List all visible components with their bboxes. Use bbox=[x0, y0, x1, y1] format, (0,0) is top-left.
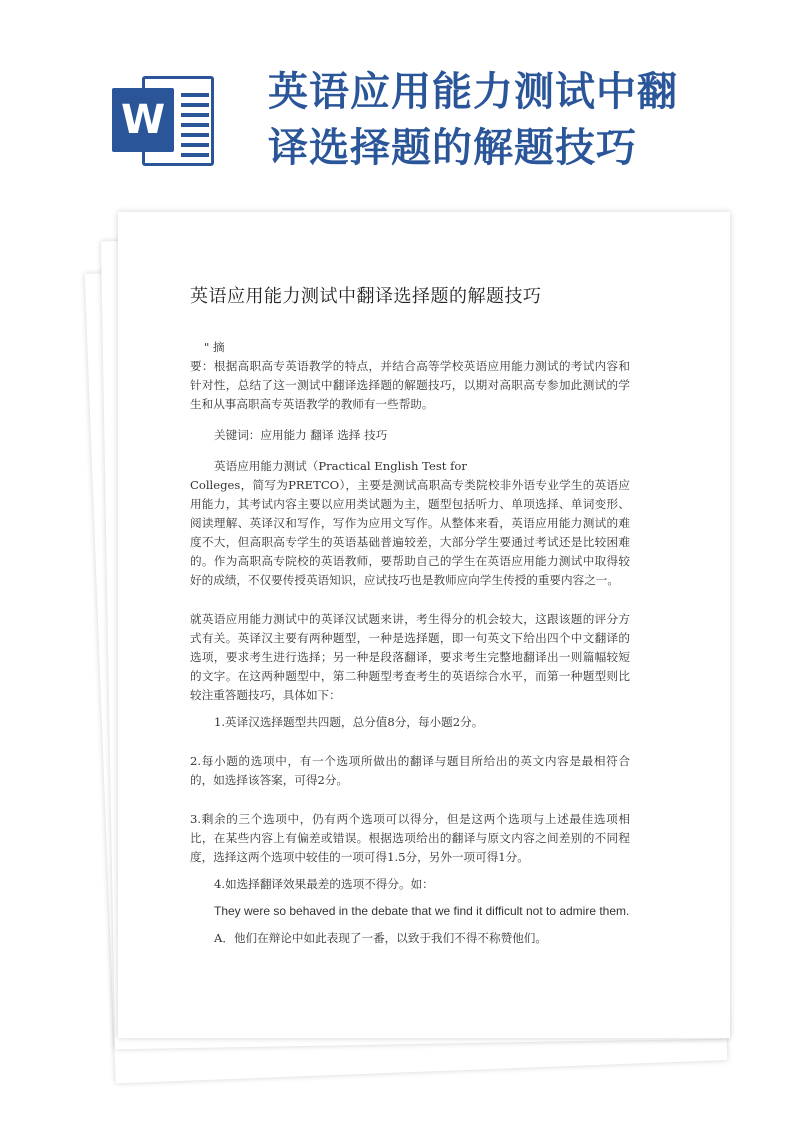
keywords: 关键词：应用能力 翻译 选择 技巧 bbox=[214, 428, 388, 442]
example-sentence-text: They were so behaved in the debate that we find it difficult not to admire them. bbox=[214, 904, 630, 918]
list-item-1: 1.英译汉选择题型共四题，总分值8分，每小题2分。 bbox=[214, 715, 484, 729]
document-title: 英语应用能力测试中翻译选择题的解题技巧 bbox=[190, 286, 542, 307]
word-letter-badge: W bbox=[112, 88, 174, 152]
banner-title-line1: 英语应用能力测试中翻 bbox=[268, 68, 678, 115]
header-banner bbox=[0, 0, 800, 200]
banner-title bbox=[268, 64, 788, 176]
example-sentence bbox=[190, 902, 630, 921]
intro-rest: Colleges，简写为PRETCO），主要是测试高职高专类院校非外语专业学生的英语应用能力，其考试内容主要以应用类试题为主，题型包括听力、单项选择、单词变形、阅读理解、英译汉和写作，写作为应用文写作。从整体来看，英语应用能力测试的难度不大，但高职高专学生的英语基础普遍较差，大部分学生要通过考试还是比较困难的。作为高职高专院校的英语教师，要帮助自己的学生在英语应用能力测试中取得较好的成绩，不仅要传授英语知识，应试技巧也是教师应向学生传授的重要内容之一。 bbox=[190, 478, 630, 587]
paragraph-2: 就英语应用能力测试中的英译汉试题来讲，考生得分的机会较大，这跟该题的评分方式有关。英译汉主要有两种题型，一种是选择题，即一句英文下给出四个中文翻译的选项，要求考生进行选择；另一种是段落翻译，要求考生完整地翻译出一则篇幅较短的文字。在这两种题型中，第二种题型考查考生的英语综合水平，而第一种题型则比较注重答题技巧，具体如下： bbox=[190, 612, 630, 702]
list-item-3: 3.剩余的三个选项中，仍有两个选项可以得分，但是这两个选项与上述最佳选项相比，在某些内容上有偏差或错误。根据选项给出的翻译与原文内容之间差别的不同程度，选择这两个选项中较佳的一项可得1.5分，另外一项可得1分。 bbox=[190, 812, 630, 864]
intro-line1: 英语应用能力测试（Practical English Test for bbox=[214, 459, 467, 473]
word-document-icon bbox=[112, 76, 216, 166]
abstract bbox=[190, 338, 630, 414]
abstract-body: 要：根据高职高专英语教学的特点，并结合高等学校英语应用能力测试的考试内容和针对性，总结了这一测试中翻译选择题的解题技巧，以期对高职高专参加此测试的学生和从事高职高专英语教学的教师有一些帮助。 bbox=[190, 359, 630, 411]
banner-title-line2: 译选择题的解题技巧 bbox=[268, 124, 637, 171]
abstract-head: " 摘 bbox=[204, 340, 225, 354]
list-item-2: 2.每小题的选项中，有一个选项所做出的翻译与题目所给出的英文内容是最相符合的，如选择该答案，可得2分。 bbox=[190, 754, 630, 787]
intro-paragraph bbox=[190, 457, 630, 590]
list-item-4: 4.如选择翻译效果最差的选项不得分。如： bbox=[214, 877, 434, 891]
document-content bbox=[190, 282, 630, 956]
option-a: A．他们在辩论中如此表现了一番，以致于我们不得不称赞他们。 bbox=[214, 931, 547, 945]
